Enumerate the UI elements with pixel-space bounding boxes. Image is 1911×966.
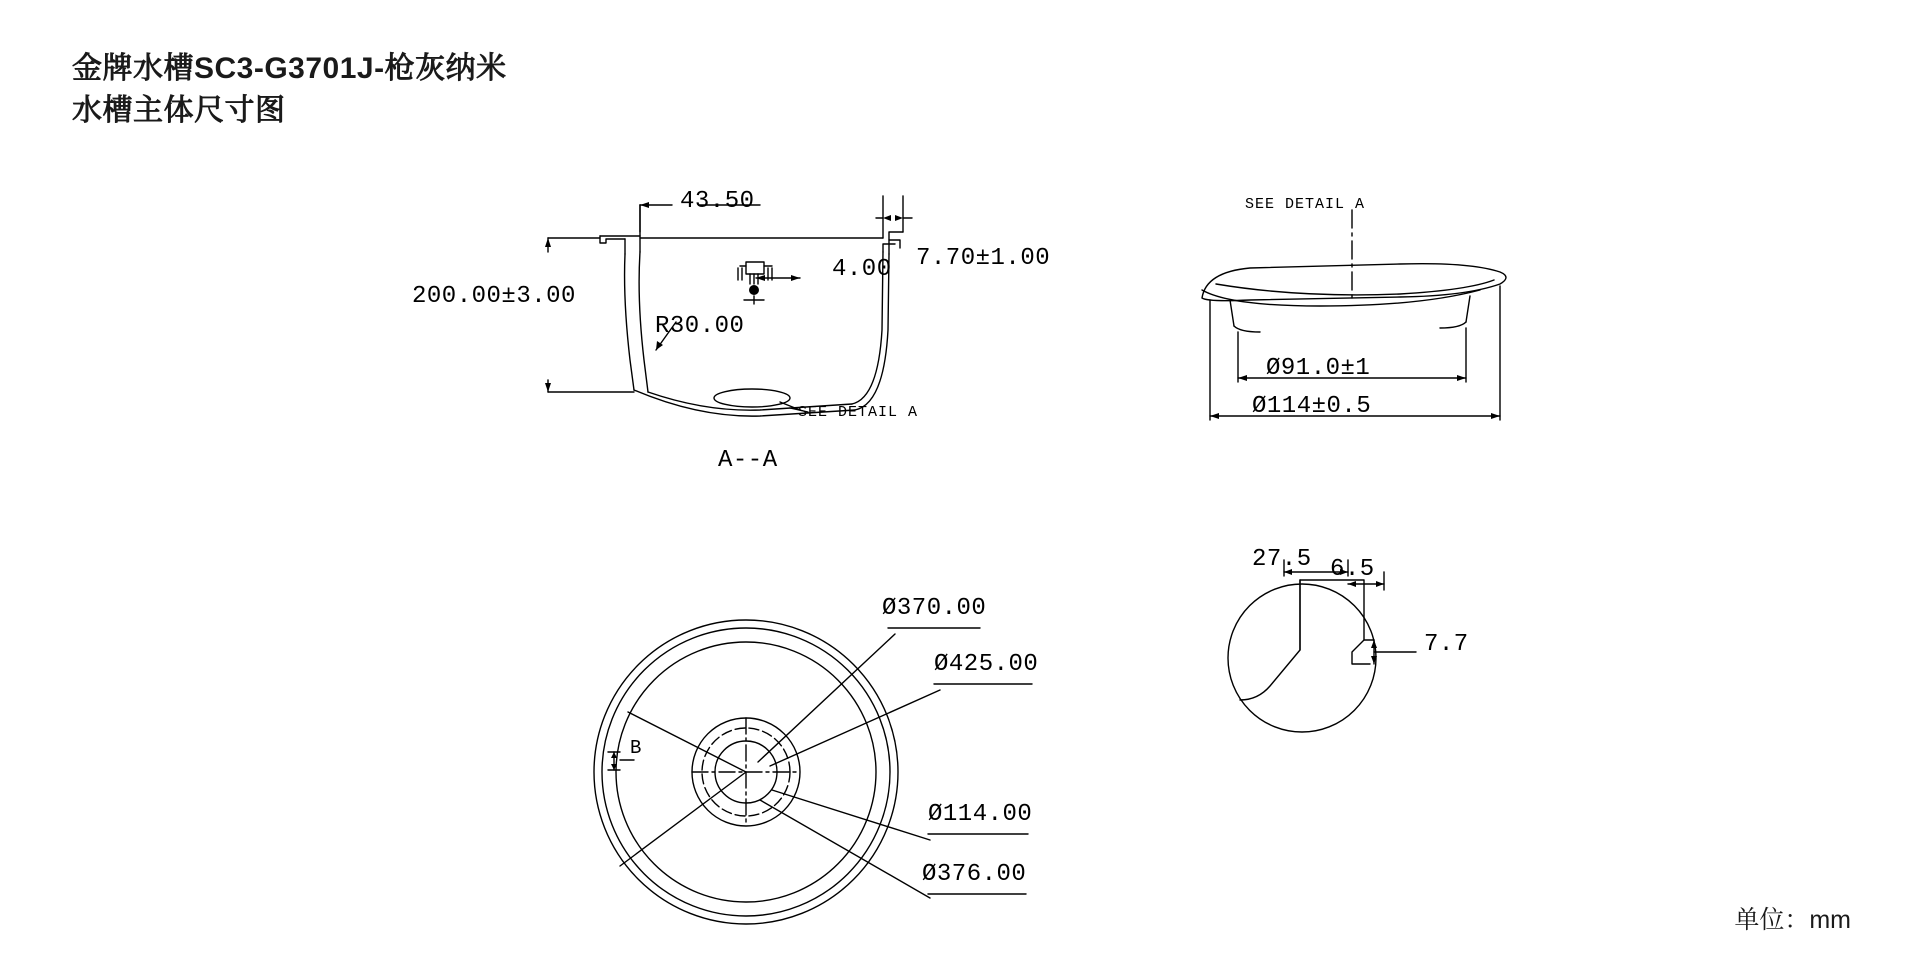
dim-d376: Ø376.00 [922,861,1027,888]
dim-d370: Ø370.00 [882,595,987,622]
dim-6-5: 6.5 [1330,556,1375,583]
dim-27-5: 27.5 [1252,546,1312,573]
unit-note: 单位：mm [1734,906,1851,934]
dim-d91: Ø91.0±1 [1266,355,1371,382]
dim-7-70: 7.70±1.00 [916,245,1051,272]
detail-b-geometry [1228,560,1416,732]
dim-7-7: 7.7 [1424,631,1469,658]
section-detail-callout: SEE DETAIL A [798,404,919,421]
dim-d114: Ø114.00 [928,801,1033,828]
title-line-2: 水槽主体尺寸图 [72,94,286,127]
detail-a-geometry [1202,210,1506,420]
detail-a-caption: SEE DETAIL A [1245,196,1366,213]
dim-200-00: 200.00±3.00 [412,283,576,310]
title-line-1: 金牌水槽SC3-G3701J-枪灰纳米 [72,52,507,85]
dim-43-50: 43.50 [680,188,755,215]
dim-r30-00: R30.00 [655,313,745,340]
dim-d114-tol: Ø114±0.5 [1252,393,1372,420]
section-caption: A--A [718,447,778,474]
section-view-geometry [545,196,912,416]
marker-b-label: B [630,737,643,759]
dim-4-00: 4.00 [832,256,892,283]
dim-d425: Ø425.00 [934,651,1039,678]
